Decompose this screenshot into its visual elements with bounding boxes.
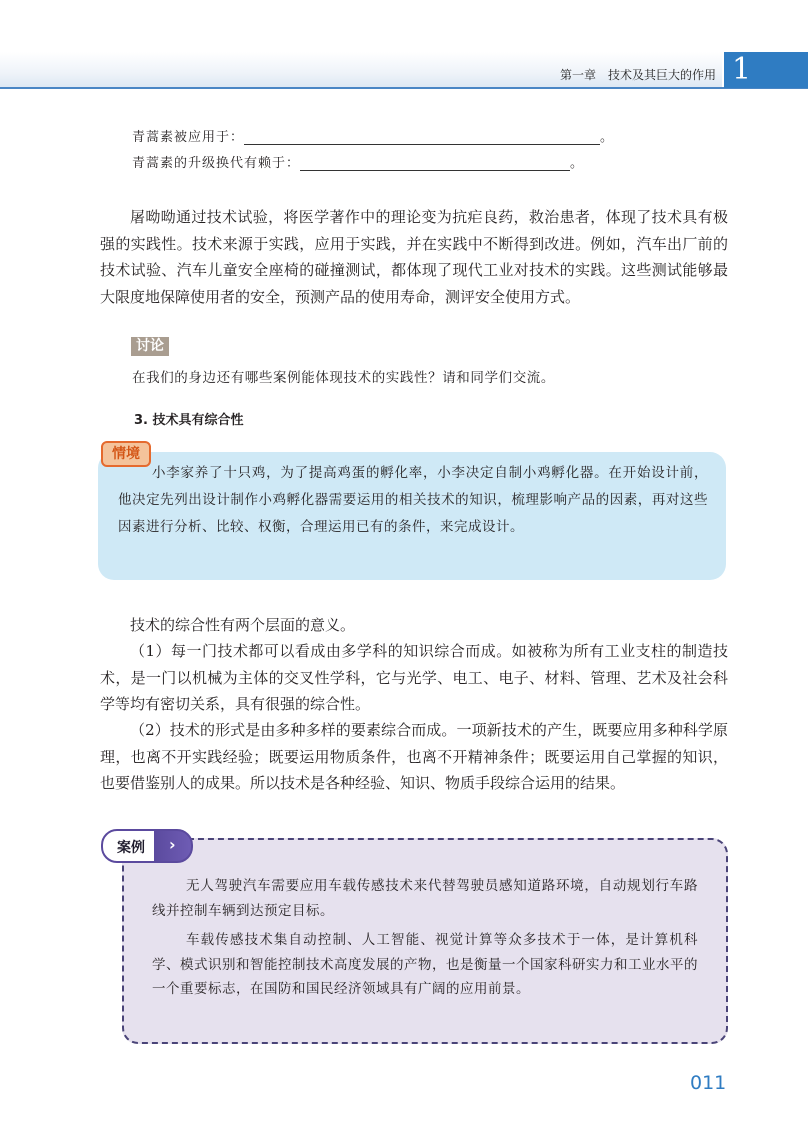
case-paragraph-1: 无人驾驶汽车需要应用车载传感技术来代替驾驶员感知道路环境，自动规划行车路线并控制车辆到达预定目标。 [152, 878, 698, 919]
fill-in-end-1: 。 [600, 130, 615, 145]
body-paragraph-2: （1）每一门技术都可以看成由多学科的知识综合而成。如被称为所有工业支柱的制造技术，是一门以机械为主体的交叉性学科，它与光学、电工、电子、材料、管理、艺术及社会科学等均有密切关系，具有很强的综合性。 [100, 642, 728, 713]
section-heading: 3. 技术具有综合性 [134, 413, 244, 428]
fill-in-blank-2[interactable] [300, 156, 570, 171]
discussion-tag: 讨论 [131, 337, 169, 356]
case-tag [101, 829, 193, 863]
fill-in-blank-1[interactable] [244, 130, 600, 145]
chevron-right-icon: › [169, 835, 176, 854]
fill-in-label-2: 青蒿素的升级换代有赖于： [132, 156, 301, 171]
case-tag-label: 案例 [117, 840, 145, 856]
scenario-tag: 情境 [101, 441, 151, 467]
discussion-text: 在我们的身边还有哪些案例能体现技术的实践性？请和同学们交流。 [132, 370, 555, 386]
chapter-number: 1 [732, 52, 752, 87]
header-divider [0, 87, 808, 89]
intro-paragraph: 屠呦呦通过技术试验，将医学著作中的理论变为抗疟良药，救治患者，体现了技术具有极强的实践性。技术来源于实践，应用于实践，并在实践中不断得到改进。例如，汽车出厂前的技术试验、汽车儿童安全座椅的碰撞测试，都体现了现代工业对技术的实践。这些测试能够最大限度地保障使用者的安全，预测产品的使用寿命，测评安全使用方式。 [100, 208, 728, 306]
body-paragraph-3: （2）技术的形式是由多种多样的要素综合而成。一项新技术的产生，既要应用多种科学原理，也离不开实践经验；既要运用物质条件，也离不开精神条件；既要运用自己掌握的知识，也要借鉴别人的成果。所以技术是各种经验、知识、物质手段综合运用的结果。 [100, 721, 728, 792]
fill-in-end-2: 。 [570, 156, 585, 171]
fill-in-label-1: 青蒿素被应用于： [132, 130, 245, 145]
case-paragraph-2: 车载传感技术集自动控制、人工智能、视觉计算等众多技术于一体，是计算机科学、模式识别和智能控制技术高度发展的产物，也是衡量一个国家科研实力和工业水平的一个重要标志，在国防和国民经济领域具有广阔的应用前景。 [152, 932, 698, 997]
fill-in-line-1 [132, 126, 614, 145]
body-paragraph-1: 技术的综合性有两个层面的意义。 [130, 616, 356, 634]
chapter-title: 第一章 技术及其巨大的作用 [559, 68, 716, 82]
fill-in-line-2 [132, 152, 584, 171]
page-number: 011 [690, 1072, 727, 1094]
scenario-text: 小李家养了十只鸡，为了提高鸡蛋的孵化率，小李决定自制小鸡孵化器。在开始设计前，他决定先列出设计制作小鸡孵化器需要运用的相关技术的知识，梳理影响产品的因素，再对这些因素进行分析、比较、权衡，合理运用已有的条件，来完成设计。 [118, 465, 708, 535]
